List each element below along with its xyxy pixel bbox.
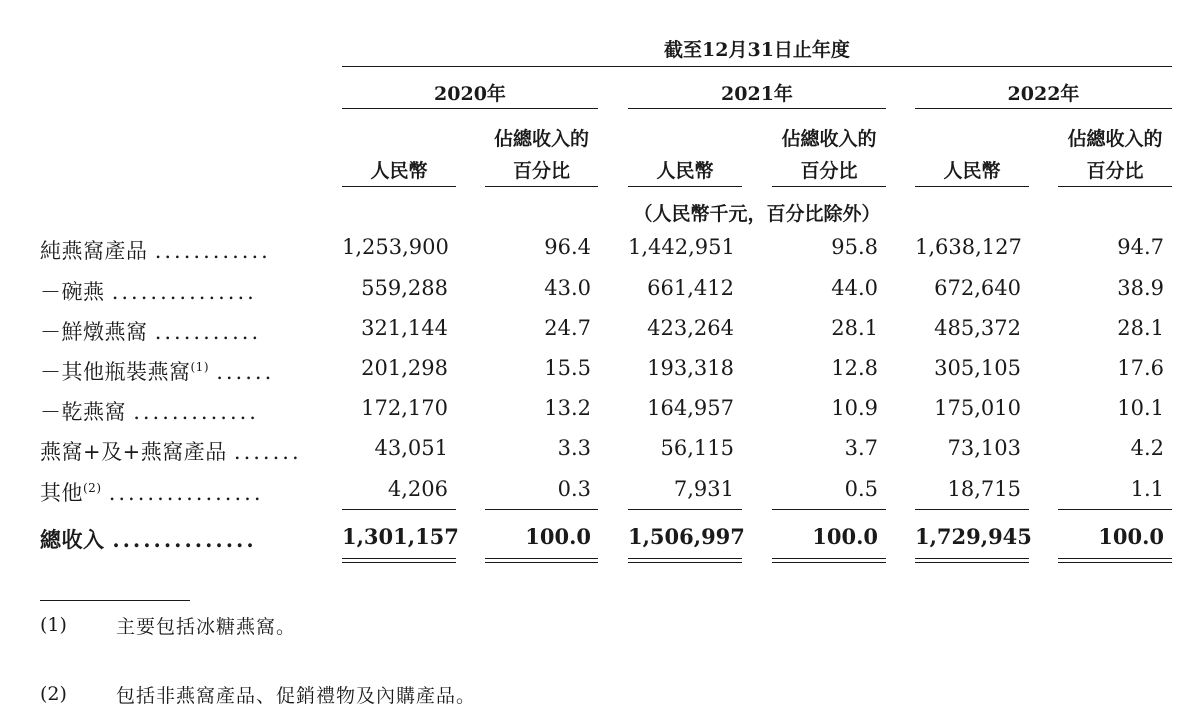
cell-pct-2022: 4.2	[1130, 436, 1164, 460]
total-double-rule-rmb-2022	[915, 558, 1029, 559]
pct-header-2021-line2: 百分比	[800, 160, 858, 182]
cell-pct-2022: 28.1	[1117, 316, 1164, 340]
rmb-2022-rule	[915, 186, 1029, 187]
leader-dots: ...............	[111, 280, 257, 304]
year-2021-rule	[628, 108, 886, 109]
total-leader-dots: ..............	[112, 527, 257, 552]
cell-pct-2021: 44.0	[831, 276, 878, 300]
cell-rmb-2021: 164,957	[647, 396, 734, 420]
row-label	[40, 316, 261, 346]
subtotal-rule-pct-2021	[772, 509, 886, 510]
footnote-reference: (1)	[190, 360, 209, 374]
footnote-1-mark: (1)	[40, 614, 67, 636]
leader-dots: ................	[108, 481, 264, 505]
total-double-rule-pct-2021-b	[772, 562, 886, 563]
period-header: 截至12月31日止年度	[664, 39, 850, 61]
rmb-header-2020: 人民幣	[370, 160, 428, 182]
year-2021-header: 2021年	[721, 83, 793, 105]
cell-pct-2020: 43.0	[544, 276, 591, 300]
total-pct-2020: 100.0	[525, 524, 591, 549]
total-double-rule-pct-2022-b	[1058, 562, 1172, 563]
leader-dots: ............	[154, 239, 271, 263]
year-2022-rule	[915, 108, 1172, 109]
total-rmb-2021: 1,506,997	[628, 524, 745, 549]
row-label-text: 純燕窩產品	[40, 239, 148, 263]
year-2020-rule	[342, 108, 598, 109]
total-label	[40, 524, 257, 554]
cell-pct-2020: 96.4	[544, 235, 591, 259]
cell-rmb-2021: 1,442,951	[628, 235, 735, 259]
pct-header-2021-line1: 佔總收入的	[781, 128, 877, 150]
pct-2022-rule	[1058, 186, 1172, 187]
row-label-text: 燕窩+及+燕窩產品	[40, 440, 227, 464]
row-label-text: －碗燕	[40, 280, 105, 304]
cell-pct-2022: 94.7	[1117, 235, 1164, 259]
cell-pct-2020: 3.3	[557, 436, 591, 460]
total-double-rule-pct-2022	[1058, 558, 1172, 559]
row-label-text: 其他	[40, 481, 83, 505]
leader-dots: ...........	[154, 320, 262, 344]
row-label	[40, 235, 271, 265]
year-2020-header: 2020年	[434, 83, 506, 105]
cell-rmb-2022: 73,103	[947, 436, 1021, 460]
total-double-rule-rmb-2021	[628, 558, 742, 559]
cell-pct-2022: 10.1	[1117, 396, 1164, 420]
pct-header-2020-line2: 百分比	[512, 160, 570, 182]
subtotal-rule-pct-2020	[485, 509, 598, 510]
cell-rmb-2022: 305,105	[934, 356, 1021, 380]
unit-note: （人民幣千元，百分比除外）	[633, 203, 881, 225]
row-label	[40, 477, 264, 507]
period-rule	[342, 66, 1172, 67]
cell-rmb-2020: 559,288	[361, 276, 448, 300]
subtotal-rule-rmb-2021	[628, 509, 742, 510]
cell-rmb-2021: 423,264	[647, 316, 734, 340]
cell-pct-2021: 0.5	[844, 477, 878, 501]
rmb-2021-rule	[628, 186, 742, 187]
cell-rmb-2022: 672,640	[934, 276, 1021, 300]
cell-rmb-2020: 201,298	[361, 356, 448, 380]
total-label-text: 總收入	[40, 527, 105, 552]
footnote-2-text: 包括非燕窩產品、促銷禮物及內購產品。	[116, 685, 477, 707]
footnote-2-mark: (2)	[40, 683, 67, 705]
cell-pct-2022: 1.1	[1130, 477, 1164, 501]
cell-rmb-2020: 321,144	[361, 316, 448, 340]
pct-2021-rule	[772, 186, 886, 187]
pct-header-2020-line1: 佔總收入的	[493, 128, 589, 150]
row-label-text: －乾燕窩	[40, 400, 126, 424]
row-label	[40, 436, 302, 466]
total-double-rule-rmb-2021-b	[628, 562, 742, 563]
cell-rmb-2021: 56,115	[660, 436, 734, 460]
footnote-reference: (2)	[83, 481, 102, 495]
cell-rmb-2022: 1,638,127	[915, 235, 1022, 259]
footnote-separator	[40, 600, 190, 601]
total-rmb-2022: 1,729,945	[915, 524, 1032, 549]
total-double-rule-rmb-2022-b	[915, 562, 1029, 563]
cell-pct-2020: 0.3	[557, 477, 591, 501]
cell-rmb-2021: 7,931	[673, 477, 734, 501]
cell-pct-2020: 15.5	[544, 356, 591, 380]
total-double-rule-rmb-2020	[342, 558, 456, 559]
total-double-rule-pct-2020-b	[485, 562, 598, 563]
cell-rmb-2020: 4,206	[387, 477, 448, 501]
cell-pct-2022: 38.9	[1117, 276, 1164, 300]
subtotal-rule-rmb-2022	[915, 509, 1029, 510]
row-label-text: －鮮燉燕窩	[40, 320, 148, 344]
total-pct-2022: 100.0	[1098, 524, 1164, 549]
cell-rmb-2021: 193,318	[647, 356, 734, 380]
cell-pct-2020: 24.7	[544, 316, 591, 340]
cell-rmb-2022: 485,372	[934, 316, 1021, 340]
row-label	[40, 276, 257, 306]
cell-pct-2020: 13.2	[544, 396, 591, 420]
cell-pct-2021: 28.1	[831, 316, 878, 340]
leader-dots: .......	[233, 440, 302, 464]
rmb-2020-rule	[342, 186, 456, 187]
total-double-rule-pct-2020	[485, 558, 598, 559]
cell-rmb-2020: 43,051	[374, 436, 448, 460]
cell-rmb-2020: 172,170	[361, 396, 448, 420]
rmb-header-2022: 人民幣	[943, 160, 1001, 182]
total-pct-2021: 100.0	[812, 524, 878, 549]
leader-dots: .............	[133, 400, 259, 424]
total-double-rule-rmb-2020-b	[342, 562, 456, 563]
cell-pct-2021: 3.7	[844, 436, 878, 460]
leader-dots: ......	[216, 360, 275, 384]
total-rmb-2020: 1,301,157	[342, 524, 459, 549]
total-double-rule-pct-2021	[772, 558, 886, 559]
cell-pct-2021: 12.8	[831, 356, 878, 380]
footnote-1-text: 主要包括冰糖燕窩。	[116, 616, 297, 638]
subtotal-rule-rmb-2020	[342, 509, 456, 510]
row-label	[40, 396, 259, 426]
pct-2020-rule	[485, 186, 598, 187]
pct-header-2022-line1: 佔總收入的	[1067, 128, 1163, 150]
year-2022-header: 2022年	[1007, 83, 1080, 105]
rmb-header-2021: 人民幣	[656, 160, 714, 182]
cell-rmb-2021: 661,412	[647, 276, 734, 300]
cell-rmb-2020: 1,253,900	[342, 235, 449, 259]
cell-rmb-2022: 18,715	[947, 477, 1021, 501]
cell-pct-2021: 95.8	[831, 235, 878, 259]
subtotal-rule-pct-2022	[1058, 509, 1172, 510]
cell-pct-2021: 10.9	[831, 396, 878, 420]
cell-pct-2022: 17.6	[1117, 356, 1164, 380]
pct-header-2022-line2: 百分比	[1086, 160, 1144, 182]
row-label-text: －其他瓶裝燕窩	[40, 360, 191, 384]
row-label	[40, 356, 274, 386]
cell-rmb-2022: 175,010	[934, 396, 1021, 420]
